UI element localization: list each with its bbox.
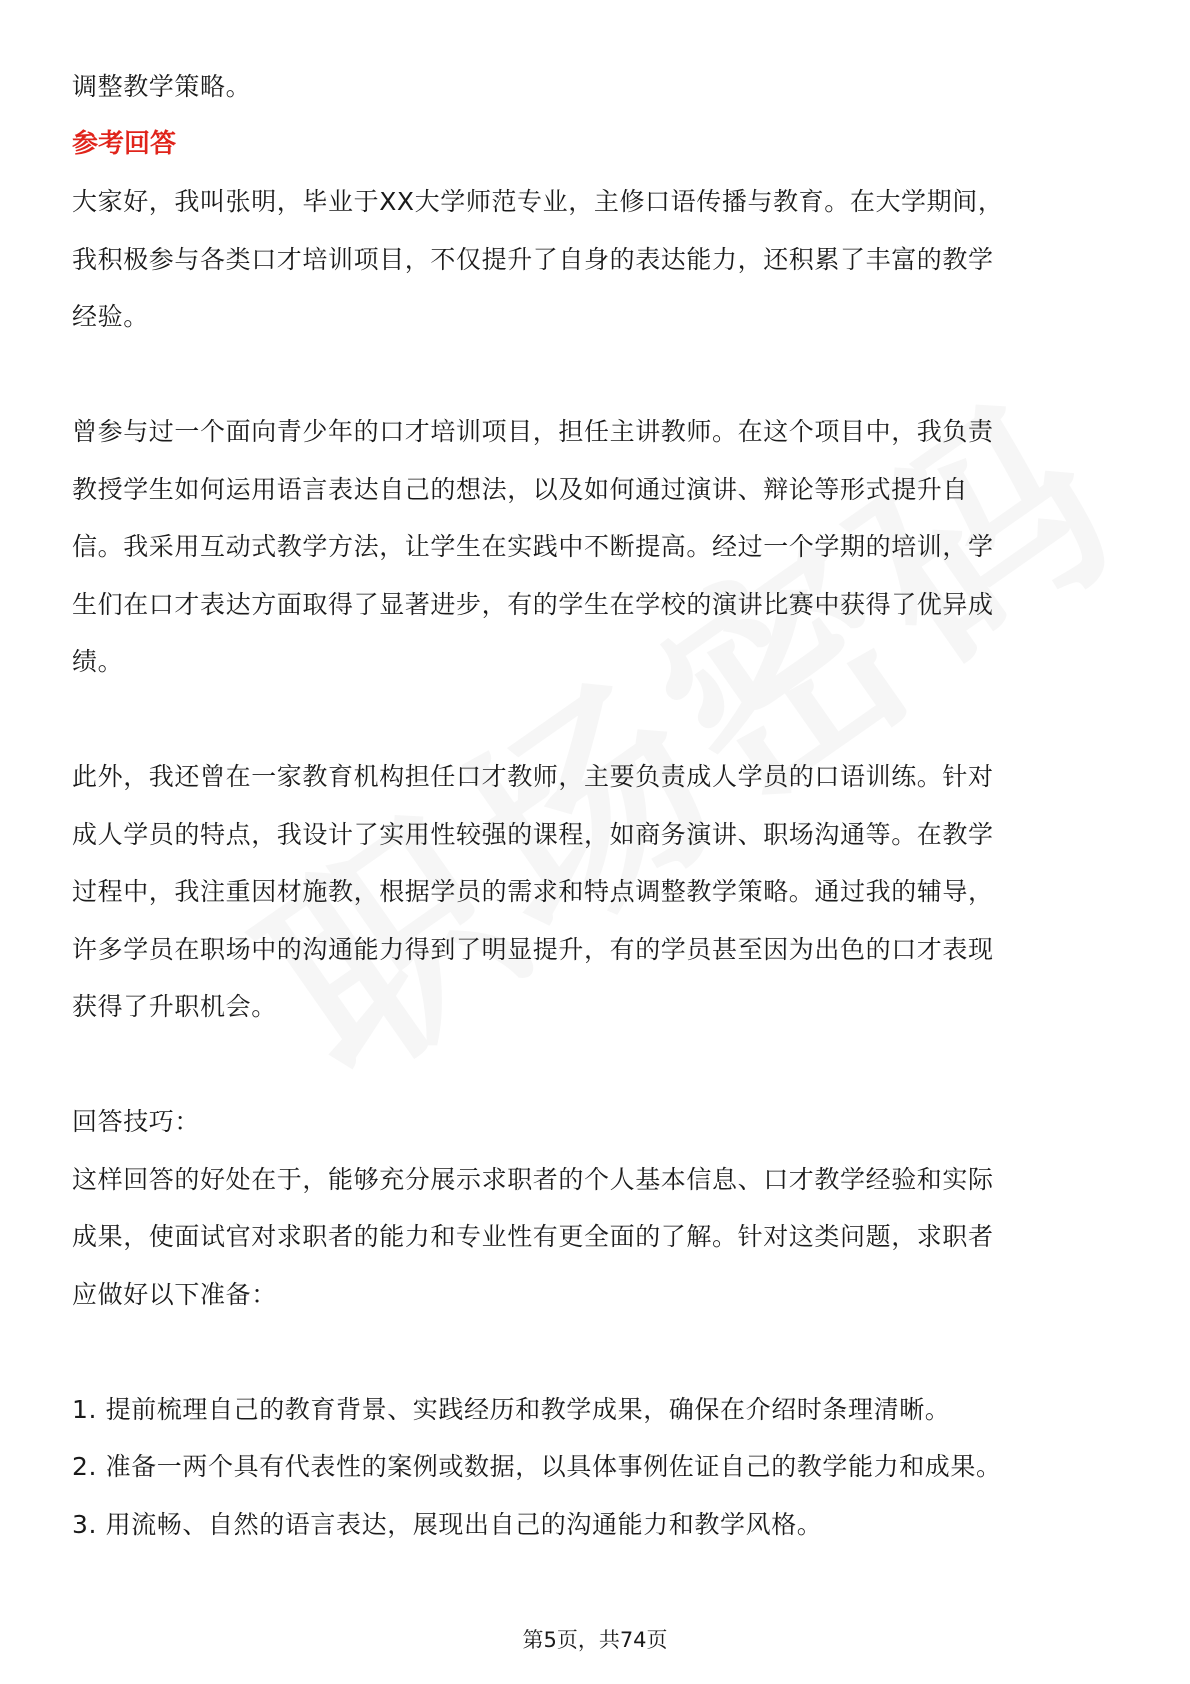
text-line: 信。我采用互动式教学方法，让学生在实践中不断提高。经过一个学期的培训，学 bbox=[72, 532, 994, 561]
text-line: 这样回答的好处在于，能够充分展示求职者的个人基本信息、口才教学经验和实际 bbox=[72, 1164, 994, 1194]
tips-paragraph bbox=[72, 1151, 1118, 1324]
text-line: 成果，使面试官对求职者的能力和专业性有更全面的了解。针对这类问题，求职者 bbox=[72, 1222, 994, 1251]
text-line: 许多学员在职场中的沟通能力得到了明显提升，有的学员甚至因为出色的口才表现 bbox=[72, 934, 994, 964]
text-line: 此外，我还曾在一家教育机构担任口才教师，主要负责成人学员的口语训练。针对 bbox=[72, 762, 994, 791]
paragraph-gap bbox=[72, 1323, 1118, 1381]
tips-list bbox=[72, 1381, 1118, 1554]
answer-heading: 参考回答 bbox=[72, 128, 177, 159]
text-line: 生们在口才表达方面取得了显著进步，有的学生在学校的演讲比赛中获得了优异成 bbox=[72, 589, 994, 619]
answer-paragraph-3 bbox=[72, 748, 1118, 1036]
text-line: 经验。 bbox=[72, 302, 149, 331]
list-item: 3. 用流畅、自然的语言表达，展现出自己的沟通能力和教学风格。 bbox=[72, 1509, 823, 1539]
text-line: 大家好，我叫张明，毕业于XX大学师范专业，主修口语传播与教育。在大学期间， bbox=[72, 187, 1004, 216]
text-line: 应做好以下准备： bbox=[72, 1279, 277, 1309]
list-item: 1. 提前梳理自己的教育背景、实践经历和教学成果，确保在介绍时条理清晰。 bbox=[72, 1394, 951, 1424]
text-line: 我积极参与各类口才培训项目，不仅提升了自身的表达能力，还积累了丰富的教学 bbox=[72, 244, 994, 274]
list-item: 2. 准备一两个具有代表性的案例或数据，以具体事例佐证自己的教学能力和成果。 bbox=[72, 1452, 1002, 1481]
paragraph-gap bbox=[72, 1036, 1118, 1094]
text-line: 绩。 bbox=[72, 647, 124, 676]
paragraph-gap bbox=[72, 346, 1118, 404]
document-body bbox=[72, 58, 1118, 1553]
text-line: 过程中，我注重因材施教，根据学员的需求和特点调整教学策略。通过我的辅导， bbox=[72, 877, 994, 906]
paragraph-gap bbox=[72, 691, 1118, 749]
text-line: 教授学生如何运用语言表达自己的想法，以及如何通过演讲、辩论等形式提升自 bbox=[72, 474, 969, 504]
intro-tail: 调整教学策略。 bbox=[72, 72, 252, 101]
tips-heading: 回答技巧： bbox=[72, 1107, 201, 1136]
answer-paragraph-2 bbox=[72, 403, 1118, 691]
page-number: 第5页，共74页 bbox=[522, 1628, 668, 1652]
answer-paragraph-1 bbox=[72, 173, 1118, 346]
text-line: 曾参与过一个面向青少年的口才培训项目，担任主讲教师。在这个项目中，我负责 bbox=[72, 417, 994, 446]
text-line: 获得了升职机会。 bbox=[72, 992, 277, 1021]
text-line: 成人学员的特点，我设计了实用性较强的课程，如商务演讲、职场沟通等。在教学 bbox=[72, 819, 994, 849]
